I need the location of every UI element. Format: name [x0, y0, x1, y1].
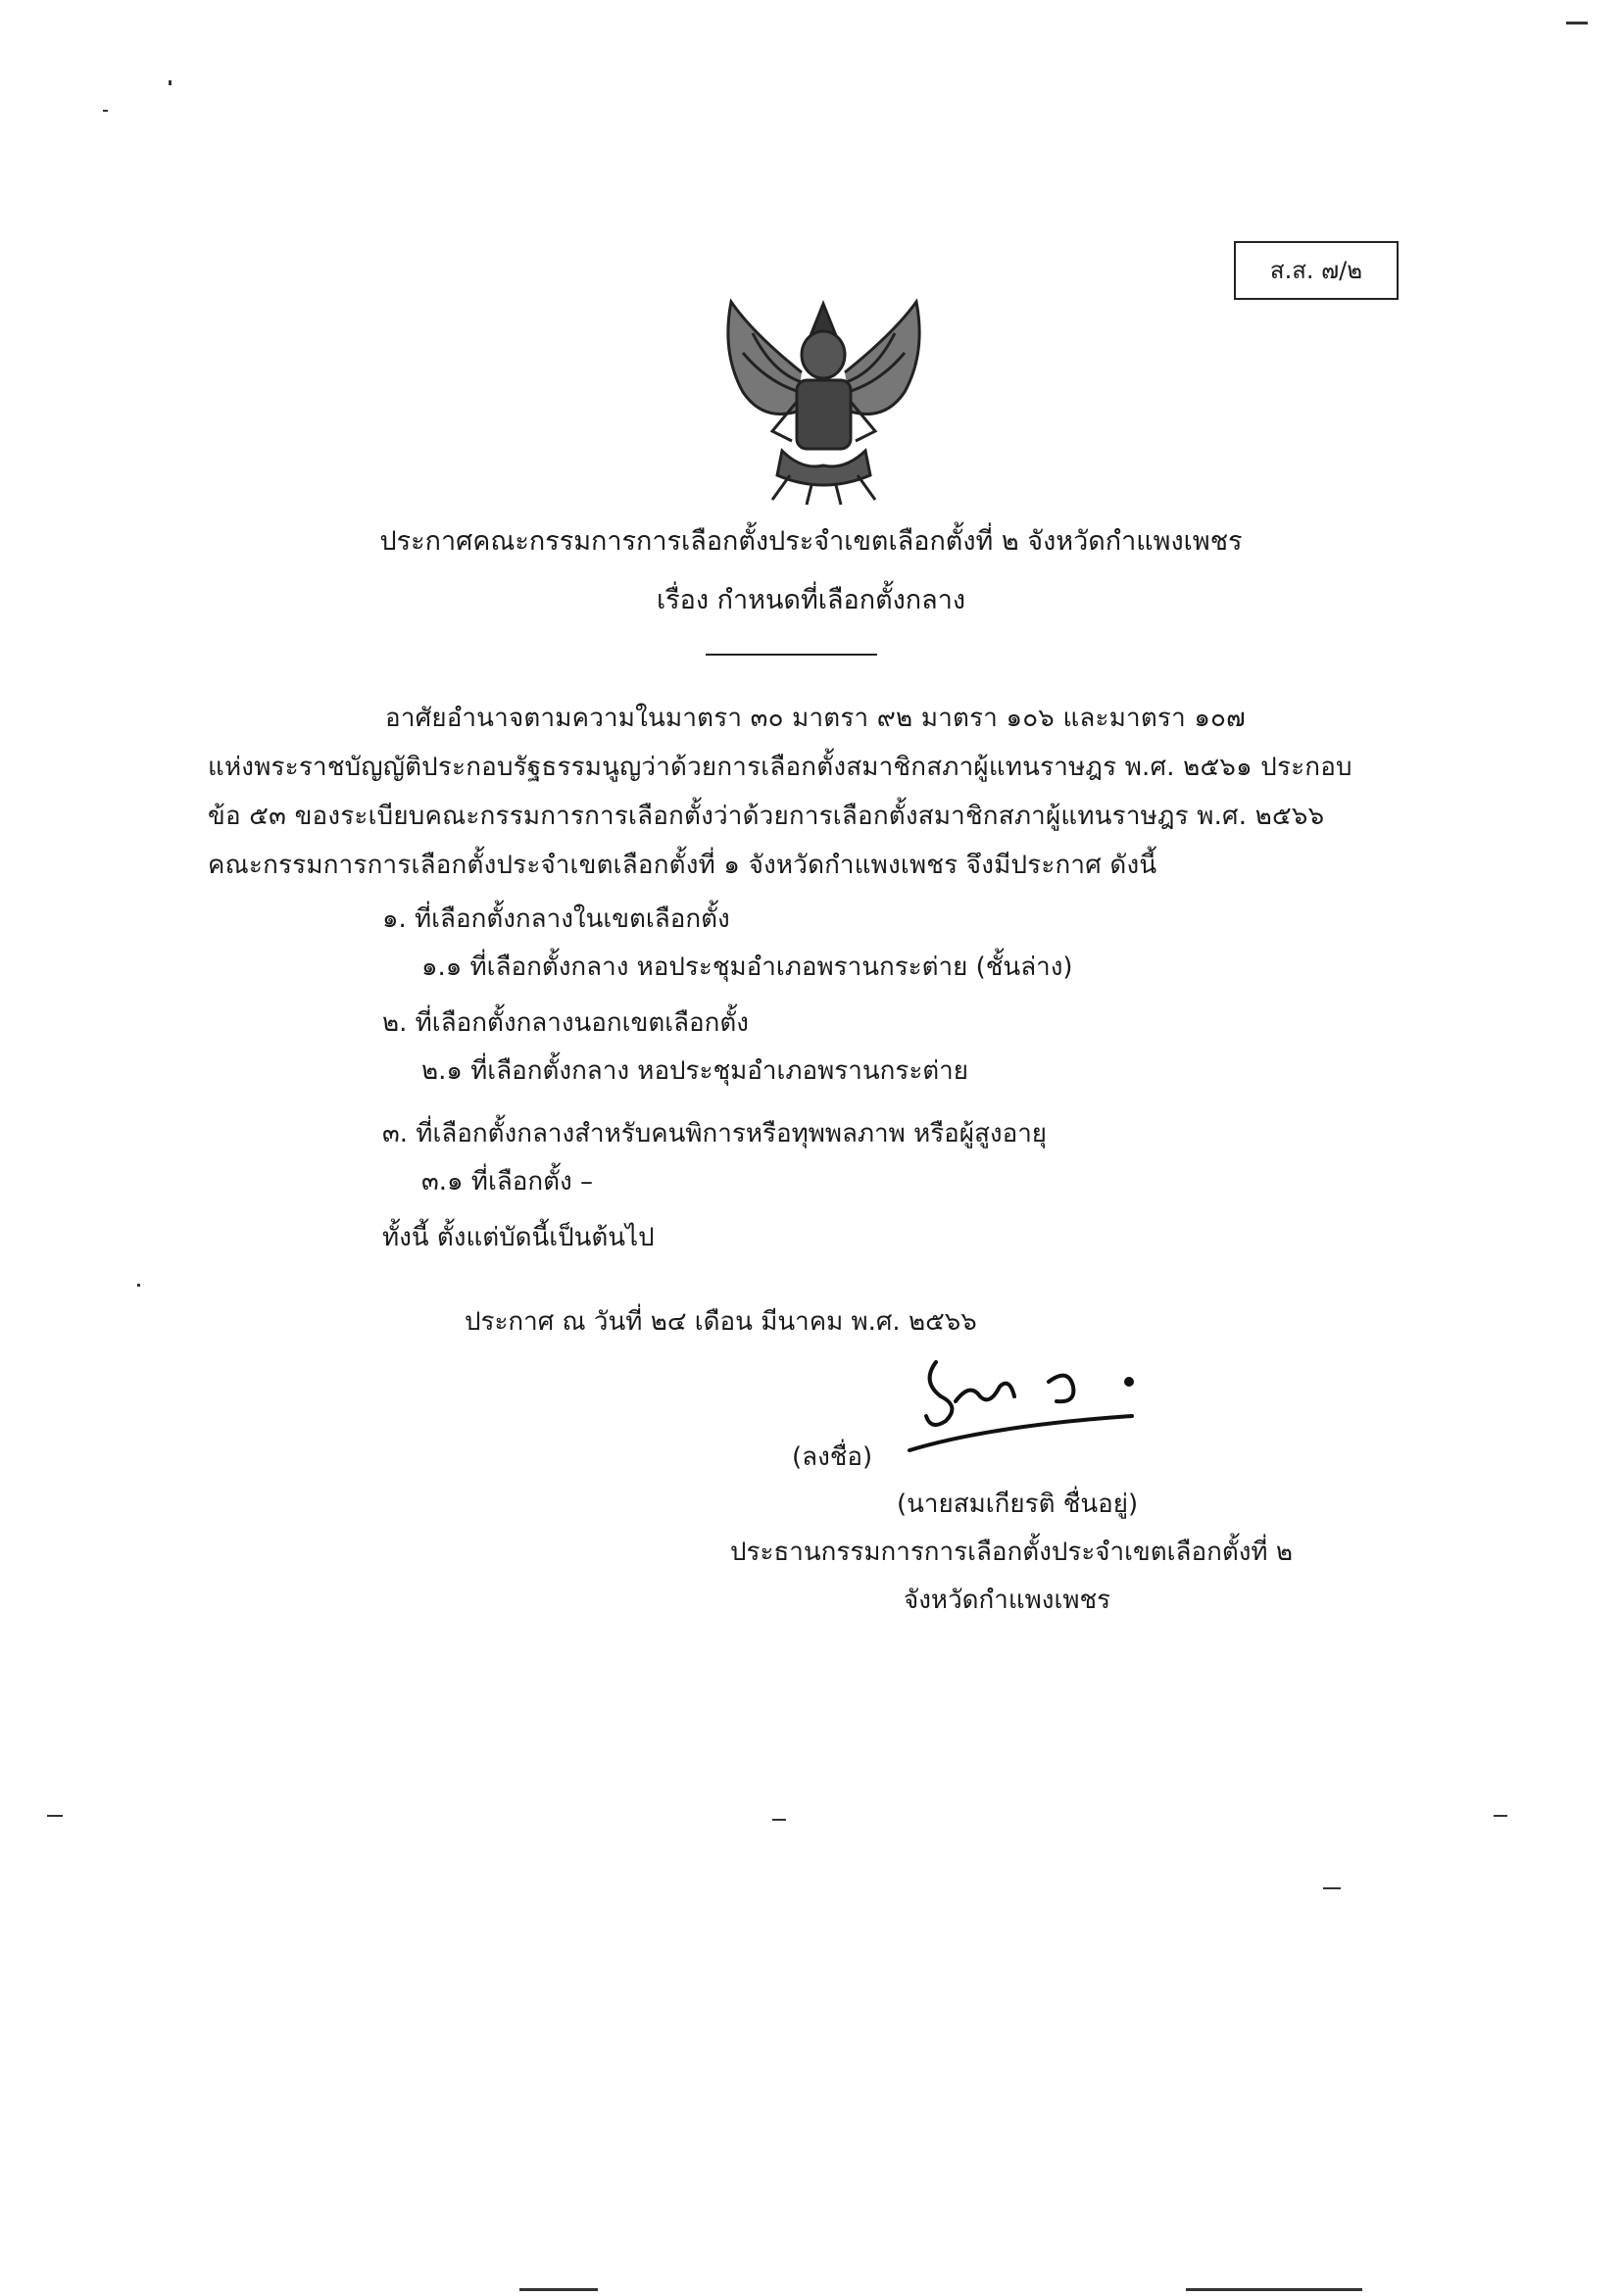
scan-mark	[1323, 1887, 1341, 1889]
item-1-sub: ๑.๑ ที่เลือกตั้งกลาง หอประชุมอำเภอพรานกระต่าย (ชั้นล่าง)	[421, 953, 1073, 982]
signatory-province: จังหวัดกำแพงเพชร	[904, 1586, 1111, 1615]
form-code: ส.ส. ๗/๒	[1269, 257, 1363, 284]
scan-mark	[137, 1284, 140, 1287]
scan-mark	[772, 1819, 786, 1821]
signatory-position: ประธานกรรมการการเลือกตั้งประจำเขตเลือกตั้งที่ ๒	[730, 1538, 1293, 1567]
body-line-3: ข้อ ๕๓ ของระเบียบคณะกรรมการการเลือกตั้งว่าด้วยการเลือกตั้งสมาชิกสภาผู้แทนราษฎร พ.ศ. ๒๕๖๖	[208, 802, 1325, 831]
form-code-box	[1234, 241, 1399, 300]
body-line-2: แห่งพระราชบัญญัติประกอบรัฐธรรมนูญว่าด้วยการเลือกตั้งสมาชิกสภาผู้แทนราษฎร พ.ศ. ๒๕๖๑ ประกอบ	[208, 753, 1352, 782]
item-3-sub: ๓.๑ ที่เลือกตั้ง –	[421, 1167, 593, 1197]
scan-mark	[169, 80, 172, 85]
announcement-subject: เรื่อง กำหนดที่เลือกตั้งกลาง	[656, 585, 966, 615]
scan-mark	[103, 110, 108, 112]
item-1-heading: ๑. ที่เลือกตั้งกลางในเขตเลือกตั้ง	[382, 904, 730, 934]
item-3-heading: ๓. ที่เลือกตั้งกลางสำหรับคนพิการหรือทุพพลภาพ หรือผู้สูงอายุ	[382, 1119, 1048, 1148]
effective-statement: ทั้งนี้ ตั้งแต่บัดนี้เป็นต้นไป	[382, 1223, 655, 1252]
scan-mark	[1566, 22, 1588, 24]
body-line-1: อาศัยอำนาจตามความในมาตรา ๓๐ มาตรา ๙๒ มาตรา ๑๐๖ และมาตรา ๑๐๗	[385, 704, 1246, 733]
body-line-4: คณะกรรมการการเลือกตั้งประจำเขตเลือกตั้งที่ ๑ จังหวัดกำแพงเพชร จึงมีประกาศ ดังนี้	[208, 851, 1157, 880]
sign-label: (ลงชื่อ)	[792, 1442, 873, 1472]
scan-mark	[47, 1815, 63, 1817]
scan-mark	[1186, 2288, 1362, 2291]
scan-mark	[1494, 1815, 1507, 1817]
item-2-sub: ๒.๑ ที่เลือกตั้งกลาง หอประชุมอำเภอพรานกระต่าย	[421, 1056, 968, 1086]
announcement-date: ประกาศ ณ วันที่ ๒๔ เดือน มีนาคม พ.ศ. ๒๕๖๖	[465, 1307, 977, 1337]
signature-icon	[902, 1343, 1147, 1460]
announcement-title: ประกาศคณะกรรมการการเลือกตั้งประจำเขตเลือกตั้งที่ ๒ จังหวัดกำแพงเพชร	[379, 526, 1243, 557]
signatory-name: (นายสมเกียรติ ชื่นอยู่)	[897, 1490, 1139, 1519]
item-2-heading: ๒. ที่เลือกตั้งกลางนอกเขตเลือกตั้ง	[382, 1008, 749, 1038]
garuda-emblem-icon	[713, 294, 934, 510]
scan-mark	[519, 2288, 598, 2291]
title-divider	[706, 654, 877, 656]
